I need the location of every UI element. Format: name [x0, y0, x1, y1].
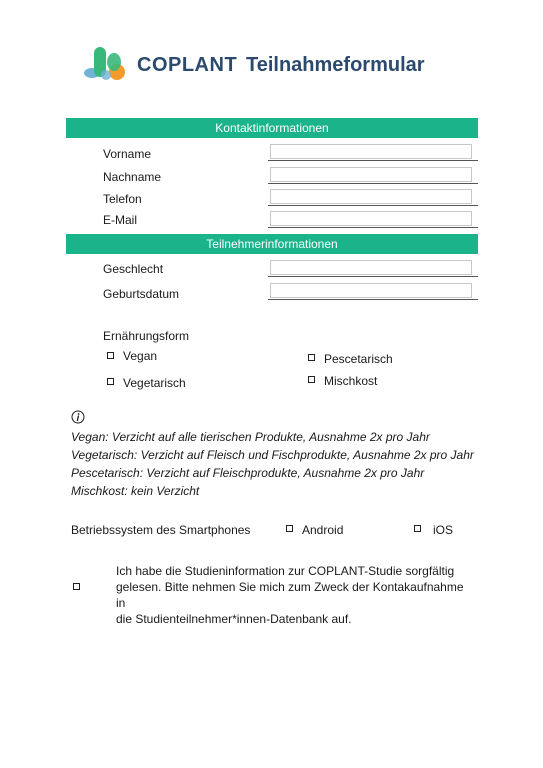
telefon-field[interactable]: [270, 189, 472, 204]
option-label-vegetarisch: Vegetarisch: [123, 376, 186, 390]
checkbox-ios[interactable]: [414, 525, 421, 532]
brand-name: COPLANT: [137, 54, 238, 76]
telefon-underline: [268, 205, 478, 206]
email-underline: [268, 227, 478, 228]
info-line-mischkost: Mischkost: kein Verzicht: [71, 484, 200, 498]
field-label-telefon: Telefon: [103, 192, 142, 206]
checkbox-pescetarisch[interactable]: [308, 354, 315, 361]
field-label-geburtsdatum: Geburtsdatum: [103, 287, 180, 301]
checkbox-mischkost[interactable]: [308, 376, 315, 383]
geburtsdatum-underline: [268, 299, 478, 300]
info-line-vegan: Vegan: Verzicht auf alle tierischen Produkte, Ausnahme 2x pro Jahr: [71, 430, 430, 444]
nachname-underline: [268, 183, 478, 184]
option-label-pescetarisch: Pescetarisch: [324, 352, 393, 366]
consent-line-2: gelesen. Bitte nehmen Sie mich zum Zweck der Kontakaufnahme in: [116, 580, 464, 610]
option-label-mischkost: Mischkost: [324, 374, 378, 388]
field-label-email: E-Mail: [103, 213, 138, 227]
vorname-underline: [268, 160, 478, 161]
option-label-android: Android: [302, 523, 344, 537]
consent-line-1: Ich habe die Studieninformation zur COPLANT-Studie sorgfältig: [116, 564, 455, 578]
option-label-vegan: Vegan: [123, 349, 158, 363]
logo-leaves-icon: [84, 46, 134, 82]
info-line-vegetarisch: Vegetarisch: Verzicht auf Fleisch und Fischprodukte, Ausnahme 2x pro Jahr: [71, 448, 474, 462]
geburtsdatum-field[interactable]: [270, 283, 472, 298]
geschlecht-field[interactable]: [270, 260, 472, 275]
coplant-logo: [84, 46, 134, 82]
field-label-geschlecht: Geschlecht: [103, 262, 164, 276]
page-title: Teilnahmeformular: [246, 54, 425, 76]
field-label-vorname: Vorname: [103, 147, 152, 161]
checkbox-android[interactable]: [286, 525, 293, 532]
info-line-pescetarisch: Pescetarisch: Verzicht auf Fleischprodukte, Ausnahme 2x pro Jahr: [71, 466, 425, 480]
section-heading-contact: Kontaktinformationen: [66, 118, 478, 138]
consent-line-3: die Studienteilnehmer*innen-Datenbank auf.: [116, 612, 352, 626]
email-field[interactable]: [270, 211, 472, 226]
section-heading-participant: Teilnehmerinformationen: [66, 234, 478, 254]
field-label-nachname: Nachname: [103, 170, 162, 184]
checkbox-vegan[interactable]: [107, 352, 114, 359]
option-label-ios: iOS: [433, 523, 454, 537]
consent-text: [116, 563, 476, 627]
checkbox-vegetarisch[interactable]: [107, 378, 114, 385]
vorname-field[interactable]: [270, 144, 472, 159]
nachname-field[interactable]: [270, 167, 472, 182]
checkbox-consent[interactable]: [73, 583, 80, 590]
geschlecht-underline: [268, 276, 478, 277]
diet-label: Ernährungsform: [103, 329, 190, 343]
info-icon: [71, 410, 85, 424]
os-label: Betriebssystem des Smartphones: [71, 523, 251, 537]
